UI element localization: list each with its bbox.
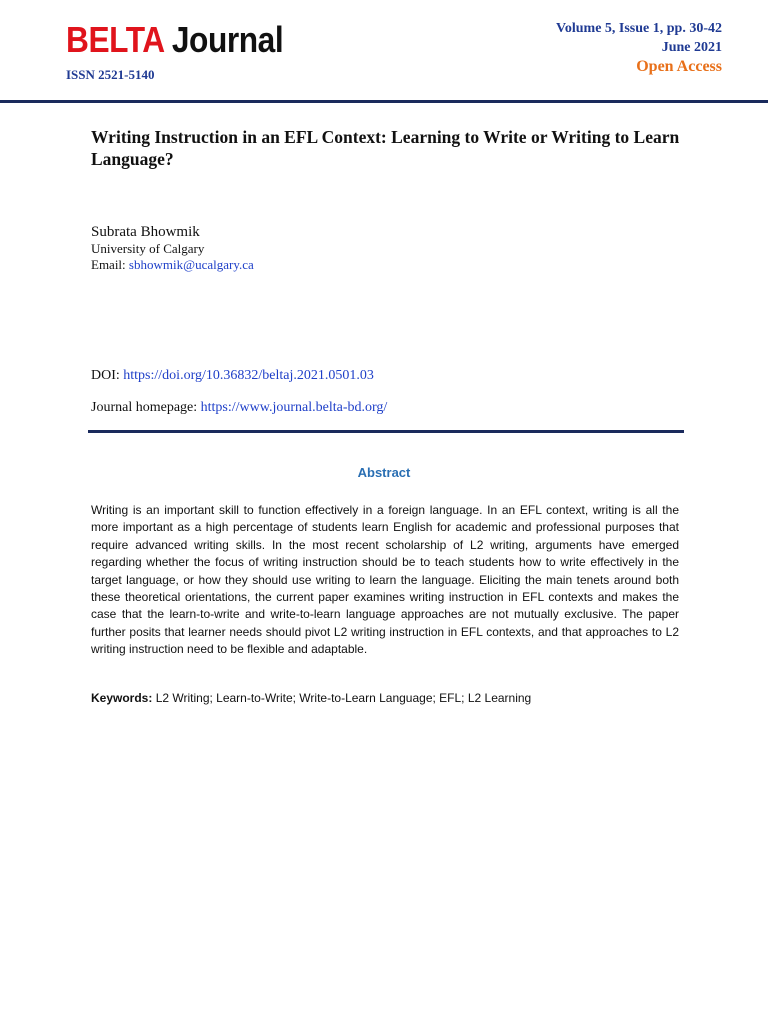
logo-brand: BELTA: [66, 19, 164, 60]
volume-info: Volume 5, Issue 1, pp. 30-42: [556, 21, 722, 36]
doi-label: DOI:: [91, 368, 124, 383]
issue-info: [556, 19, 722, 77]
homepage-label: Journal homepage:: [91, 400, 201, 415]
author-email-line: [91, 257, 254, 273]
author-block: [91, 223, 254, 273]
email-link[interactable]: sbhowmik@ucalgary.ca: [128, 257, 254, 272]
article-title: Writing Instruction in an EFL Context: Learning to Write or Writing to Learn Language?: [91, 127, 680, 169]
open-access-label: Open Access: [636, 58, 722, 75]
abstract-body: Writing is an important skill to function effectively in a foreign language. In an EFL context, writing is all the more important as a high percentage of students learn English for academic and professional purposes that require advanced writing skills. In the most recent scholarship of L2 writing, arguments have emerged regarding whether the focus of writing instruction should be to teach students how to write effectively in the target language, or how they should use writing to learn the language. Eliciting the main tenets around both these theoretical orientations, the current paper examines writing instruction in EFL contexts and makes the case that the learn-to-write and write-to-learn language approaches are not mutually exclusive. The paper further posits that learner needs should pivot L2 writing instruction in EFL contexts, and that approaches to L2 writing instruction need to be flexible and adaptable.: [91, 503, 679, 657]
abstract-heading: Abstract: [357, 465, 411, 480]
issn: ISSN 2521-5140: [66, 67, 155, 82]
author-affiliation: University of Calgary: [91, 241, 205, 256]
email-label: Email:: [91, 257, 129, 272]
homepage-link[interactable]: https://www.journal.belta-bd.org/: [200, 400, 388, 415]
journal-logo: [66, 20, 283, 60]
doi-link[interactable]: https://doi.org/10.36832/beltaj.2021.0501.03: [123, 368, 374, 383]
section-divider: [88, 430, 684, 433]
keywords-list: L2 Writing; Learn-to-Write; Write-to-Learn Language; EFL; L2 Learning: [155, 691, 532, 705]
doi-line: [91, 368, 374, 384]
keywords-line: [91, 690, 681, 707]
header-divider: [0, 100, 768, 103]
homepage-line: [91, 400, 387, 416]
keywords-label: Keywords:: [91, 691, 156, 705]
publication-date: June 2021: [661, 40, 722, 55]
logo-suffix: Journal: [163, 19, 284, 60]
author-name: Subrata Bhowmik: [91, 224, 200, 240]
